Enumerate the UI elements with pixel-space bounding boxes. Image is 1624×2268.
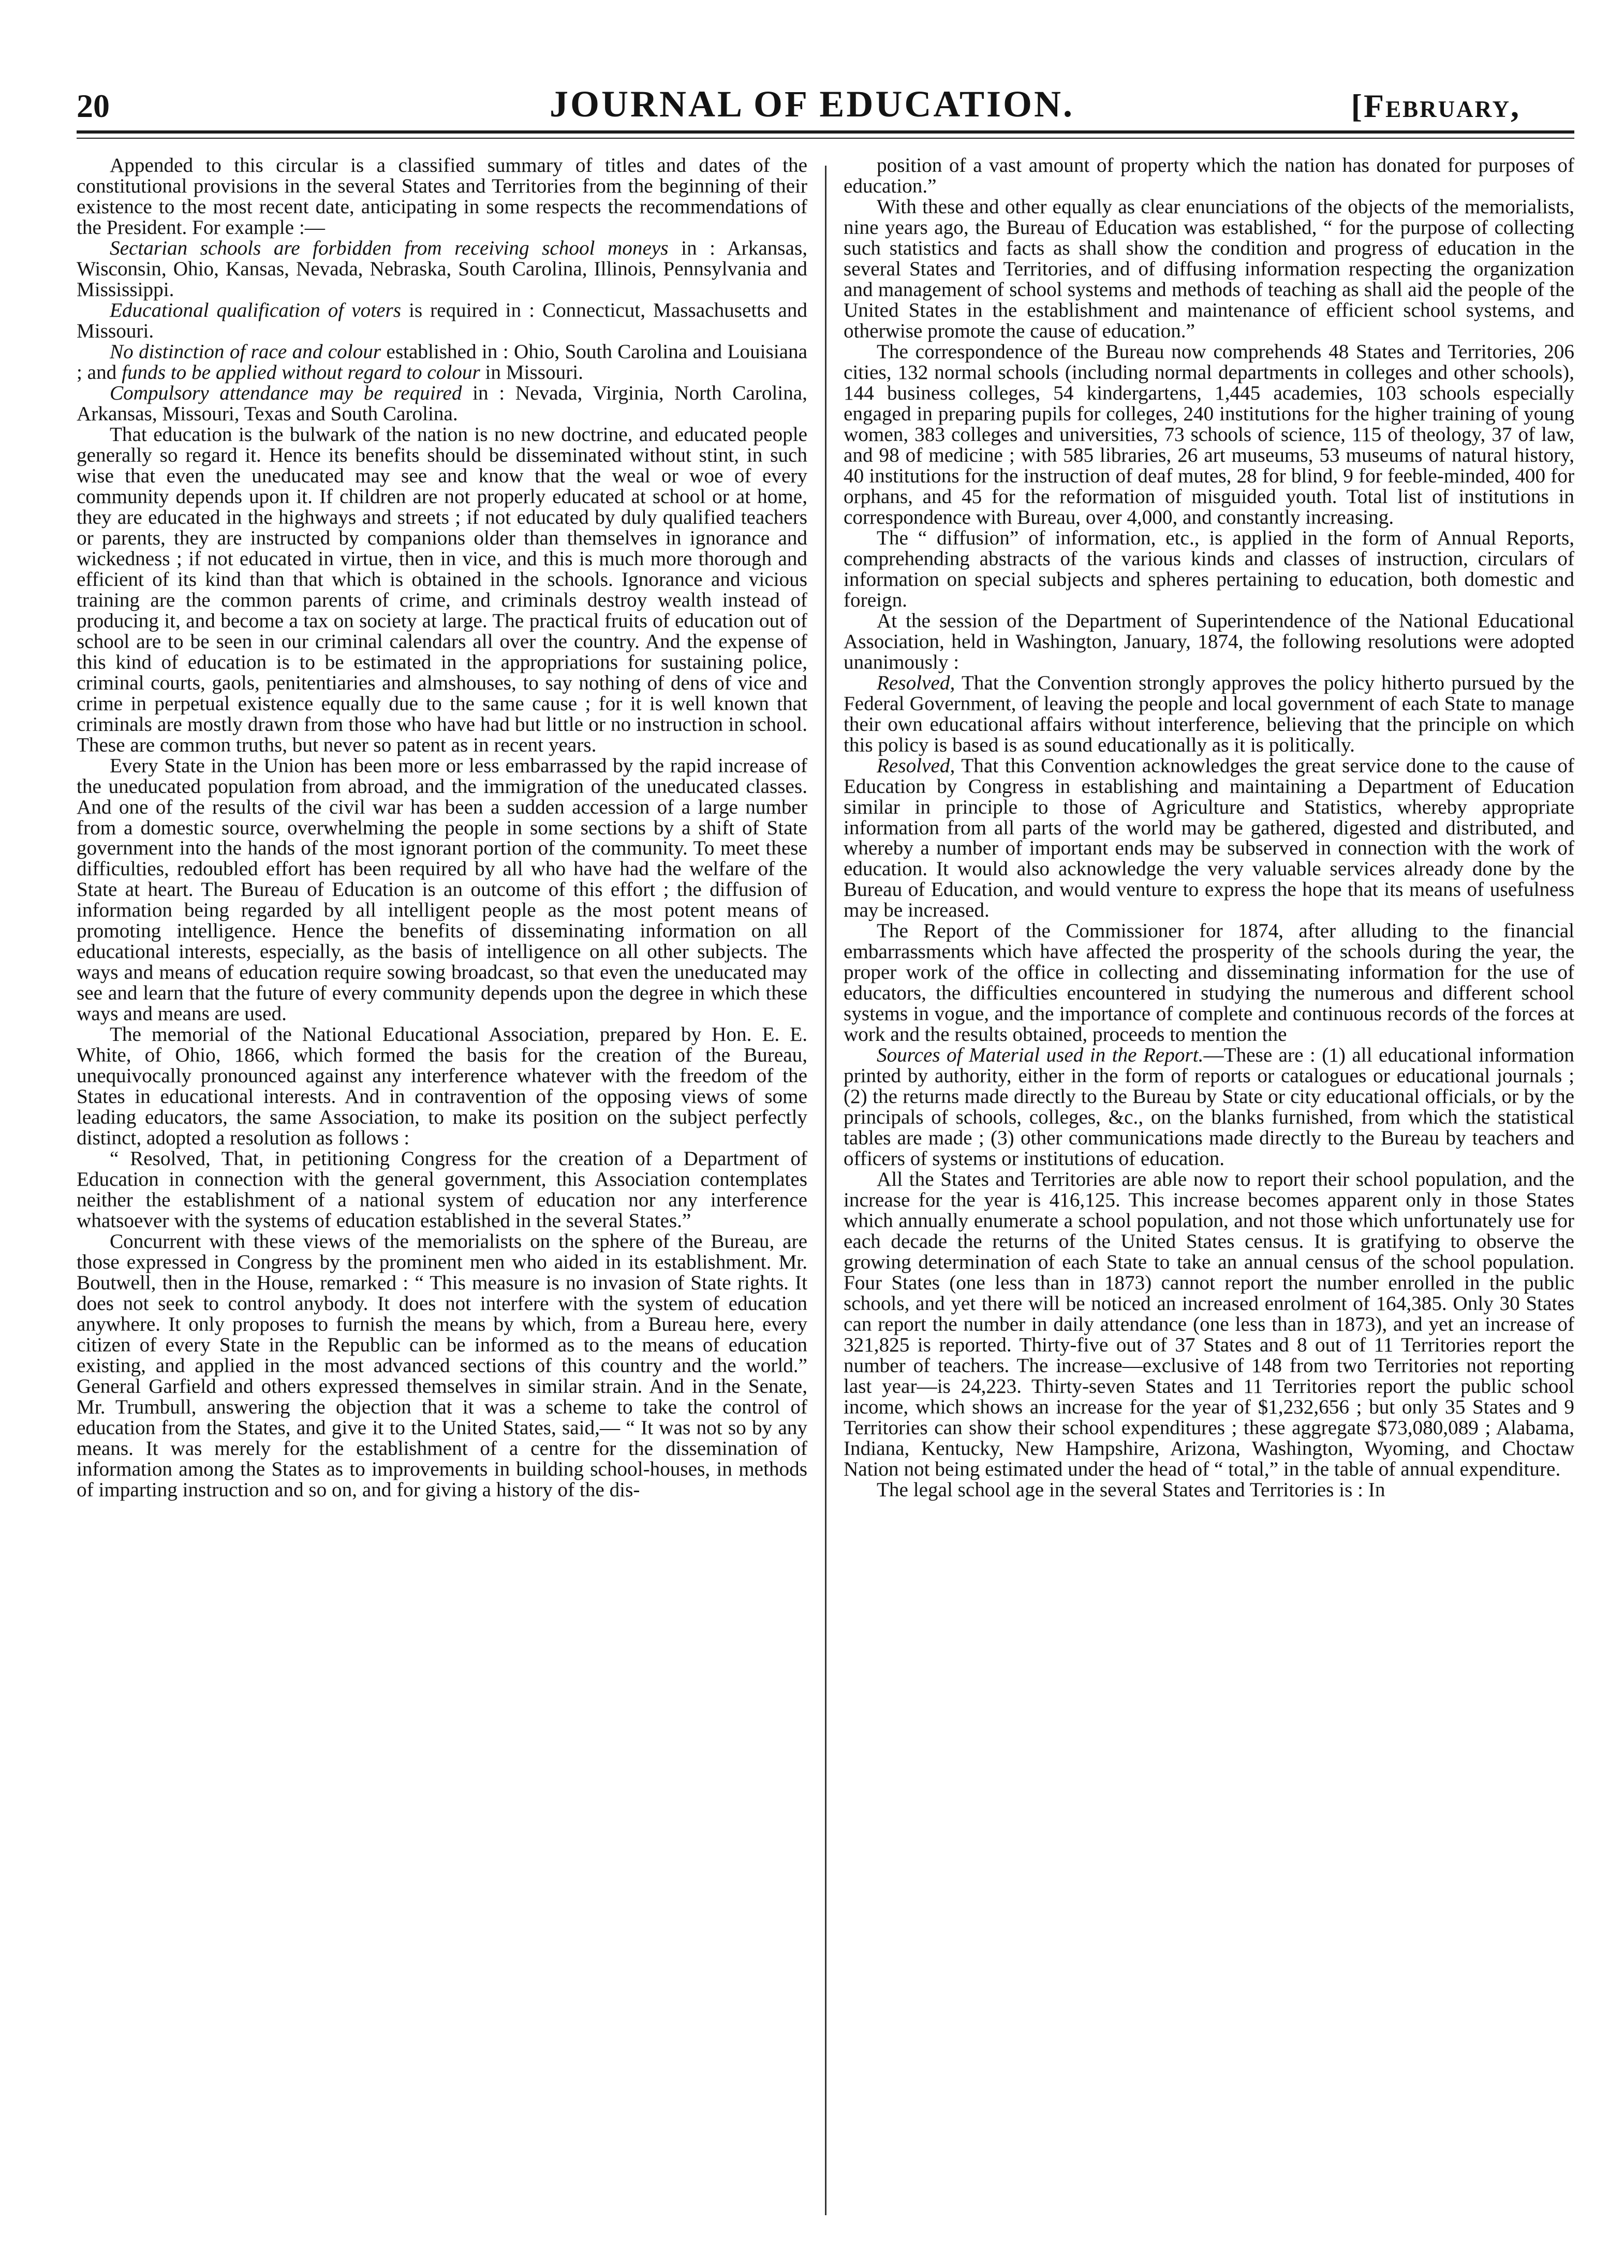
header-rule-thick: [77, 130, 1574, 134]
paragraph-text: That education is the bulwark of the nation is no new doctrine, and educated people generally so regard it. Hence its benefits should be disseminated without stint, in such wise that even the uneducated may see and know that the weal or woe of every community depends upon it. If children are not properly educated at school or at home, they are educated in the highways and streets ; if not educated by duly qualified teachers or parents, they are instructed by companions older than themselves in ignorance and wickedness ; if not educated in virtue, then in vice, and this is much more thorough and efficient of its kind than that which is obtained in the schools. Ignorance and vicious training are the common parents of crime, and criminals destroy wealth instead of producing it, and become a tax on society at large. The practical fruits of education out of school are to be seen in our criminal calendars all over the country. And the expense of this kind of education is to be estimated in the appropriations for sustaining police, criminal courts, gaols, penitentiaries and almshouses, to say nothing of dens of vice and crime in perpetual existence equally due to the same cause ; for it is well known that criminals are mostly drawn from those who have had but little or no instruction in school. These are common truths, but never so patent as in recent years.: [77, 423, 807, 756]
right-column: [844, 155, 1574, 2226]
paragraph-text: The Report of the Commissioner for 1874, after alluding to the financial embarrassments which have affected the prosperity of the schools during the year, the proper work of the office in collecting and disseminating information for the use of educators, the difficulties encountered in studying the numerous and different school systems in vogue, and the importance of complete and continuous records of the forces at work and the results obtained, proceeds to mention the: [844, 920, 1574, 1046]
paragraph: [844, 611, 1574, 673]
paragraph: [77, 1231, 807, 1500]
paragraph: [77, 383, 807, 424]
paragraph-text: position of a vast amount of property which the nation has donated for purposes of education.”: [844, 155, 1574, 197]
paragraph: [77, 155, 807, 238]
running-head: [0, 0, 1624, 135]
paragraph: [77, 424, 807, 756]
paragraph-text: Every State in the Union has been more or less embarrassed by the rapid increase of the uneducated population from abroad, and the immigration of the uneducated classes. And one of the results of the civil war has been a sudden accession of a large number from a domestic source, overwhelming the people in some sections by a shift of State government into the hands of the most ignorant portion of the community. To meet these difficulties, redoubled effort has been required by all who have had the welfare of the State at heart. The Bureau of Education is an outcome of this effort ; the diffusion of information being regarded by all intelligent people as the most potent means of promoting intelligence. Hence the benefits of disseminating information on all educational interests, especially, as the basis of intelligence on all other subjects. The ways and means of education require sowing broadcast, so that even the uneducated may see and learn that the future of every community depends upon the degree in which these ways and means are used.: [77, 754, 807, 1025]
paragraph: [77, 1148, 807, 1231]
paragraph: [844, 1045, 1574, 1169]
paragraph-text: The “ diffusion” of information, etc., is applied in the form of Annual Reports, comprehending abstracts of the various kinds and classes of instruction, circulars of information on special subjects and spheres pertaining to education, both domestic and foreign.: [844, 526, 1574, 611]
paragraph: [844, 673, 1574, 756]
paragraph-text: With these and other equally as clear enunciations of the objects of the memorialists, nine years ago, the Bureau of Education was established, “ for the purpose of collecting such statistics and facts as shall show the condition and progress of education in the several States and Territories, and of diffusing information respecting the organization and management of school systems and methods of teaching as shall aid the people of the United States in the establishment and maintenance of efficient school systems, and otherwise promote the cause of education.”: [844, 195, 1574, 342]
paragraph: [77, 238, 807, 300]
paragraph: [844, 342, 1574, 528]
article-body: [77, 155, 1574, 2226]
paragraph-text: That the Convention strongly approves the policy hitherto pursued by the Federal Government, of leaving the people and local government of each State to manage their own educational affairs without interference, believing that the principle on which this policy is based is as sound educationally as it is politically.: [844, 671, 1574, 756]
paragraph: [844, 528, 1574, 611]
paragraph-text: is required in : Connecticut, Massachusetts and Missouri.: [77, 299, 807, 342]
paragraph-text: The legal school age in the several States and Territories is : In: [877, 1479, 1385, 1501]
journal-title: JOURNAL OF EDUCATION.: [549, 83, 1075, 125]
paragraph-text: “ Resolved, That, in petitioning Congress for the creation of a Department of Education in connection with the general government, this Association contemplates neither the establishment of a national system of education nor any interference whatsoever with the systems of education established in the several States.”: [77, 1147, 807, 1232]
paragraph: [844, 1480, 1574, 1500]
paragraph: [77, 756, 807, 1025]
italic-lead: Compulsory attendance may be required: [110, 381, 462, 404]
paragraph: [77, 300, 807, 342]
issue-month: [February,: [1351, 87, 1520, 124]
paragraph-text: At the session of the Department of Superintendence of the National Educational Association, held in Washington, January, 1874, the following resolutions were adopted unanimously :: [844, 609, 1574, 673]
paragraph-text: established in : Ohio, South Carolina and Louisiana ; and: [77, 340, 807, 384]
paragraph-text: The correspondence of the Bureau now comprehends 48 States and Territories, 206 cities, 132 normal schools (including normal departments in colleges and other schools), 144 business colleges, 54 kindergartens, 1,445 academies, 103 schools especially engaged in preparing pupils for colleges, 240 institutions for the higher training of young women, 383 colleges and universities, 73 schools of science, 115 of theology, 37 of law, and 98 of medicine ; with 585 libraries, 26 art museums, 53 museums of natural history, 40 institutions for the instruction of deaf mutes, 28 for blind, 9 for feeble-minded, 400 for orphans, and 45 for the reformation of misguided youth. Total list of institutions in correspondence with Bureau, over 4,000, and constantly increasing.: [844, 340, 1574, 528]
paragraph: [844, 921, 1574, 1045]
italic-lead: Resolved,: [877, 754, 955, 777]
paragraph: [844, 1169, 1574, 1480]
page-number: 20: [77, 87, 110, 124]
paragraph: [77, 342, 807, 383]
paragraph-text: That this Convention acknowledges the great service done to the cause of Education by Congress in establishing and maintaining a Department of Education similar in principle to those of Agriculture and Statistics, whereby appropriate information from all parts of the world may be gathered, digested and distributed, and whereby a number of important ends may be subserved in connection with the work of education. It would also acknowledge the very valuable services already done by the Bureau of Education, and would venture to express the hope that its means of usefulness may be increased.: [844, 754, 1574, 922]
italic-lead: Sectarian schools are forbidden from receiving school moneys: [110, 237, 669, 259]
header-rule-thin: [77, 138, 1574, 139]
paragraph-text: —These are : (1) all educational information printed by authority, either in the form of reports or catalogues or educational journals ; (2) the returns made directly to the Bureau by State or city educational officials, or by the principals of schools, colleges, &c., on the blanks furnished, from which the statistical tables are made ; (3) other communications made directly to the Bureau by teachers and officers of systems or institutions of education.: [844, 1044, 1574, 1170]
paragraph: [844, 155, 1574, 197]
paragraph-text: in : Arkansas, Wisconsin, Ohio, Kansas, Nevada, Nebraska, South Carolina, Illinois, Pennsylvania and Mississippi.: [77, 237, 807, 301]
paragraph-text: in Missouri.: [480, 361, 583, 384]
paragraph: [77, 1024, 807, 1148]
italic-lead: Resolved,: [877, 671, 955, 694]
paragraph-text: in : Nevada, Virginia, North Carolina, Arkansas, Missouri, Texas and South Carolina.: [77, 381, 807, 425]
paragraph-text: All the States and Territories are able now to report their school population, and the increase for the year is 416,125. This increase becomes apparent only in those States which annually enumerate a school population, and not those which unfortunately use for each decade the returns of the United States census. It is gratifying to observe the growing determination of each State to take an annual census of the school population. Four States (one less than in 1873) cannot report the number enrolled in the public schools, and yet there will be noticed an increased enrolment of 164,385. Only 30 States can report the number in daily attendance (one less than in 1873), and yet an increase of 321,825 is reported. Thirty-five out of 37 States and 8 out of 11 Territories report the number of teachers. The increase—exclusive of 148 from two Territories not reporting last year—is 24,223. Thirty-seven States and 11 Territories report the public school income, which shows an increase for the year of $1,232,656 ; but only 35 States and 9 Territories can show their school expenditures ; these aggregate $73,080,089 ; Alabama, Indiana, Kentucky, New Hampshire, Arizona, Washington, Wyoming, and Choctaw Nation not being estimated under the head of “ total,” in the table of annual expenditure.: [844, 1168, 1574, 1481]
italic-lead: No distinction of race and colour: [110, 340, 381, 363]
italic-phrase: funds to be applied without regard to colour: [122, 361, 480, 384]
left-column: [77, 155, 807, 2226]
column-divider: [825, 166, 826, 2215]
paragraph-text: The memorial of the National Educational Association, prepared by Hon. E. E. White, of Ohio, 1866, which formed the basis for the creation of the Bureau, unequivocally pronounced against any interference whatever with the freedom of the States in educational interests. And in contravention of the opposing views of some leading educators, the same Association, to make its position on the subject perfectly distinct, adopted a resolution as follows :: [77, 1023, 807, 1150]
italic-lead: Sources of Material used in the Report.: [877, 1044, 1204, 1067]
paragraph: [844, 756, 1574, 921]
paragraph-text: Concurrent with these views of the memorialists on the sphere of the Bureau, are those expressed in Congress by the prominent men who aided in its establishment. Mr. Boutwell, then in the House, remarked : “ This measure is no invasion of State rights. It does not seek to control anybody. It does not interfere with the system of education anywhere. It only proposes to furnish the means by which, from a Bureau here, every citizen of every State in the Republic can be informed as to the means of education existing, and applied in the most advanced sections of this country and the world.” General Garfield and others expressed themselves in similar strain. And in the Senate, Mr. Trumbull, answering the objection that it was a scheme to take the control of education from the States, and give it to the United States, said,— “ It was not so by any means. It was merely for the establishment of a centre for the dissemination of information among the States as to improvements in building school-houses, in methods of imparting instruction and so on, and for giving a history of the dis-: [77, 1230, 807, 1501]
italic-lead: Educational qualification of voters: [110, 299, 402, 321]
paragraph: [844, 197, 1574, 342]
paragraph-text: Appended to this circular is a classified summary of titles and dates of the constitutional provisions in the several States and Territories from the beginning of their existence to the most recent date, anticipating in some respects the recommendations of the President. For example :—: [77, 155, 807, 239]
